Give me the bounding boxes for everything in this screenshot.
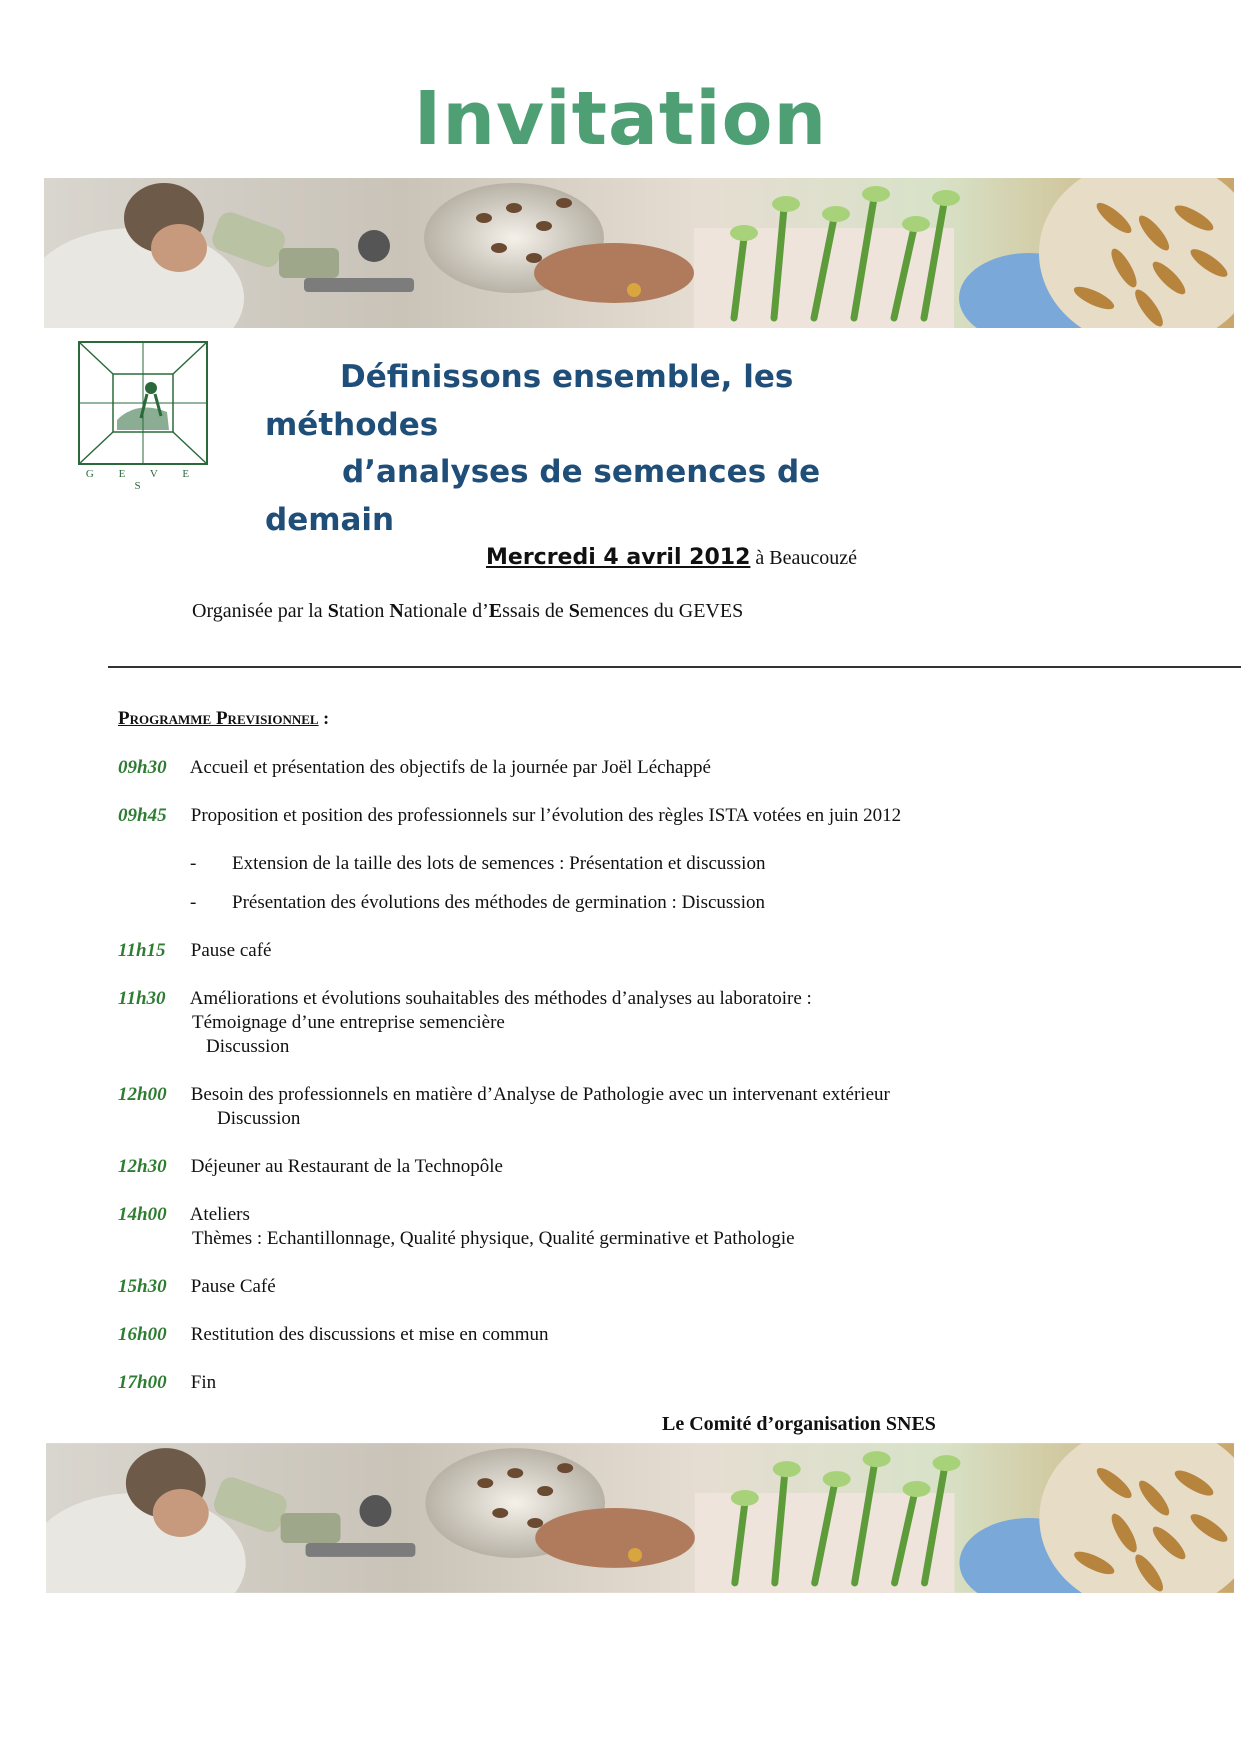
geves-logo-icon	[77, 340, 209, 492]
programme-time: 12h30	[118, 1156, 167, 1177]
bullet-dash: -	[190, 892, 197, 913]
programme-text: Ateliers	[189, 1204, 250, 1225]
programme-sub-1400: Thèmes : Echantillonnage, Qualité physique, Qualité germinative et Pathologie	[192, 1228, 795, 1249]
organiser-word-emences: emences du GEVES	[579, 600, 744, 622]
programme-sub-1130-b: Discussion	[206, 1036, 290, 1057]
programme-sub-1200: Discussion	[217, 1108, 301, 1129]
bullet-text: Présentation des évolutions des méthodes de germination : Discussion	[232, 892, 765, 913]
programme-heading-colon: :	[318, 708, 330, 728]
programme-heading	[118, 708, 329, 730]
programme-time: 14h00	[118, 1204, 167, 1225]
programme-row-1200	[118, 1083, 890, 1107]
organiser-line	[192, 600, 743, 623]
programme-row-1230	[118, 1155, 503, 1179]
programme-row-1115	[118, 939, 271, 963]
programme-time: 11h15	[118, 940, 166, 961]
programme-text: Besoin des professionnels en matière d’Analyse de Pathologie avec un intervenant extérieur	[190, 1084, 890, 1105]
bullet-text: Extension de la taille des lots de semences : Présentation et discussion	[232, 853, 766, 874]
signature: Le Comité d’organisation SNES	[662, 1413, 936, 1435]
programme-row-1530	[118, 1275, 276, 1299]
programme-row-1130	[118, 987, 812, 1011]
heading-line-1: Définissons ensemble, les	[340, 359, 794, 395]
programme-heading-text: Programme Previsionnel	[118, 708, 319, 729]
programme-text: Accueil et présentation des objectifs de la journée par Joël Léchappé	[189, 757, 711, 778]
event-place: à Beaucouzé	[755, 547, 858, 569]
heading-line-3: d’analyses de semences de	[342, 454, 821, 490]
programme-text: Fin	[190, 1372, 217, 1393]
event-date: Mercredi 4 avril 2012	[486, 545, 751, 570]
programme-bullet-1	[190, 852, 765, 876]
programme-row-1700	[118, 1371, 216, 1395]
programme-time: 17h00	[118, 1372, 167, 1393]
programme-time: 11h30	[118, 988, 166, 1009]
horizontal-divider	[108, 666, 1241, 668]
programme-sub-1130-a: Témoignage d’une entreprise semencière	[192, 1012, 505, 1033]
heading-line-4: demain	[265, 502, 395, 538]
heading-line-2: méthodes	[265, 407, 439, 443]
programme-text: Proposition et position des professionnels sur l’évolution des règles ISTA votées en juin 2012	[190, 805, 902, 826]
organiser-initial-s: S	[327, 600, 339, 622]
logo-letters: G E V E S	[85, 468, 201, 492]
programme-time: 15h30	[118, 1276, 167, 1297]
programme-time: 12h00	[118, 1084, 167, 1105]
event-date-line	[486, 545, 857, 570]
organiser-word-tation: tation	[338, 600, 390, 622]
organiser-initial-n: N	[389, 600, 404, 622]
programme-row-1400	[118, 1203, 250, 1227]
programme-text: Restitution des discussions et mise en commun	[190, 1324, 549, 1345]
programme-row-0945	[118, 804, 901, 828]
programme-text: Pause café	[190, 940, 272, 961]
laboratory-seeds-banner	[44, 178, 1234, 328]
programme-time: 09h45	[118, 805, 167, 826]
programme-time: 16h00	[118, 1324, 167, 1345]
programme-bullet-2	[190, 891, 765, 915]
programme-text: Déjeuner au Restaurant de la Technopôle	[190, 1156, 503, 1177]
invitation-title: Invitation	[413, 76, 828, 162]
organiser-word-ationale: ationale d’	[403, 600, 489, 622]
programme-text: Améliorations et évolutions souhaitables des méthodes d’analyses au laboratoire :	[189, 988, 812, 1009]
laboratory-seeds-banner-bottom	[46, 1443, 1234, 1593]
programme-row-1600	[118, 1323, 549, 1347]
organiser-prefix: Organisée par la	[192, 600, 328, 622]
programme-text: Pause Café	[190, 1276, 276, 1297]
bullet-dash: -	[190, 853, 197, 874]
organiser-word-ssais: ssais de	[502, 600, 569, 622]
organiser-initial-e: E	[488, 600, 503, 622]
programme-time: 09h30	[118, 757, 167, 778]
organiser-initial-s2: S	[568, 600, 580, 622]
programme-row-0930	[118, 756, 711, 780]
